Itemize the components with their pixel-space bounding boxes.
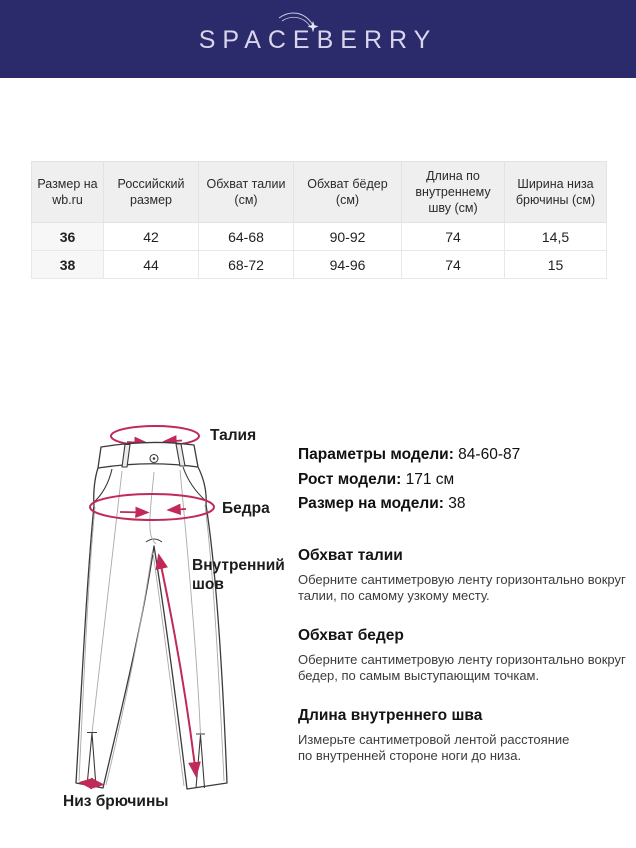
- brand-banner: [0, 0, 636, 78]
- cell-inseam: 74: [402, 251, 505, 279]
- measurement-info-column: [298, 443, 626, 787]
- cell-hem-width: 14,5: [505, 223, 607, 251]
- guide-waist-text-line1: Оберните сантиметровую ленту горизонтально вокруг: [298, 571, 626, 587]
- model-height-label: Рост модели:: [298, 470, 402, 488]
- cell-ru-size: 44: [104, 251, 199, 279]
- guide-inseam: [298, 707, 623, 765]
- cell-wb-size: 36: [32, 223, 104, 251]
- cell-ru-size: 42: [104, 223, 199, 251]
- cell-hips: 94-96: [294, 251, 402, 279]
- model-parameters-value: 84-60-87: [458, 446, 521, 463]
- model-size-value: 38: [448, 495, 466, 512]
- guide-hips: [298, 626, 626, 685]
- col-header-wb-size: Размер на wb.ru: [32, 162, 104, 223]
- guide-waist-title: Обхват талии: [298, 546, 403, 564]
- size-table: [31, 161, 607, 279]
- col-header-hips: Обхват бёдер (см): [294, 162, 402, 223]
- guide-hips-text-line2: бедер, по самым выступающим точкам.: [298, 668, 540, 683]
- col-header-ru-size: Российский размер: [104, 162, 199, 223]
- model-parameters-label: Параметры модели:: [298, 446, 454, 463]
- size-row-38: [32, 251, 607, 279]
- pants-drawing: [30, 415, 300, 830]
- cell-hem-width: 15: [505, 251, 607, 279]
- guide-hips-title: Обхват бедер: [298, 626, 404, 644]
- model-size: [298, 492, 623, 517]
- cell-hips: 90-92: [294, 223, 402, 251]
- guide-inseam-text-line2: по внутренней стороне ноги до низа.: [298, 748, 522, 763]
- brand-logo: SPACEBERRY: [198, 26, 438, 54]
- guide-inseam-text-line1: Измерьте сантиметровой лентой расстояние: [298, 731, 570, 747]
- hips-label: Бедра: [222, 500, 270, 517]
- guide-waist-text-line2: талии, по самому узкому месту.: [298, 588, 490, 603]
- guide-hips-text-line1: Оберните сантиметровую ленту горизонтально вокруг: [298, 651, 626, 667]
- cell-waist: 64-68: [199, 223, 294, 251]
- size-row-36: [32, 223, 607, 251]
- cell-wb-size: 38: [32, 251, 104, 279]
- model-size-label: Размер на модели:: [298, 495, 444, 512]
- inseam-label: Внутренний шов: [192, 557, 285, 593]
- waist-label: Талия: [210, 427, 257, 444]
- hem-label: Низ брючины: [63, 793, 169, 810]
- guide-inseam-title: Длина внутреннего шва: [298, 706, 483, 724]
- cell-inseam: 74: [402, 223, 505, 251]
- col-header-hem-width: Ширина низа брючины (см): [505, 162, 607, 223]
- cell-waist: 68-72: [199, 251, 294, 279]
- model-parameters: [298, 443, 623, 468]
- measure-guide: [298, 546, 626, 765]
- col-header-inseam: Длина по внутреннему шву (см): [402, 162, 505, 223]
- size-table-header-row: [32, 162, 607, 223]
- pants-measurement-diagram: [30, 415, 300, 830]
- model-height: [298, 468, 623, 493]
- col-header-waist: Обхват талии (см): [199, 162, 294, 223]
- guide-waist: [298, 546, 626, 605]
- model-height-value: 171 см: [405, 470, 455, 488]
